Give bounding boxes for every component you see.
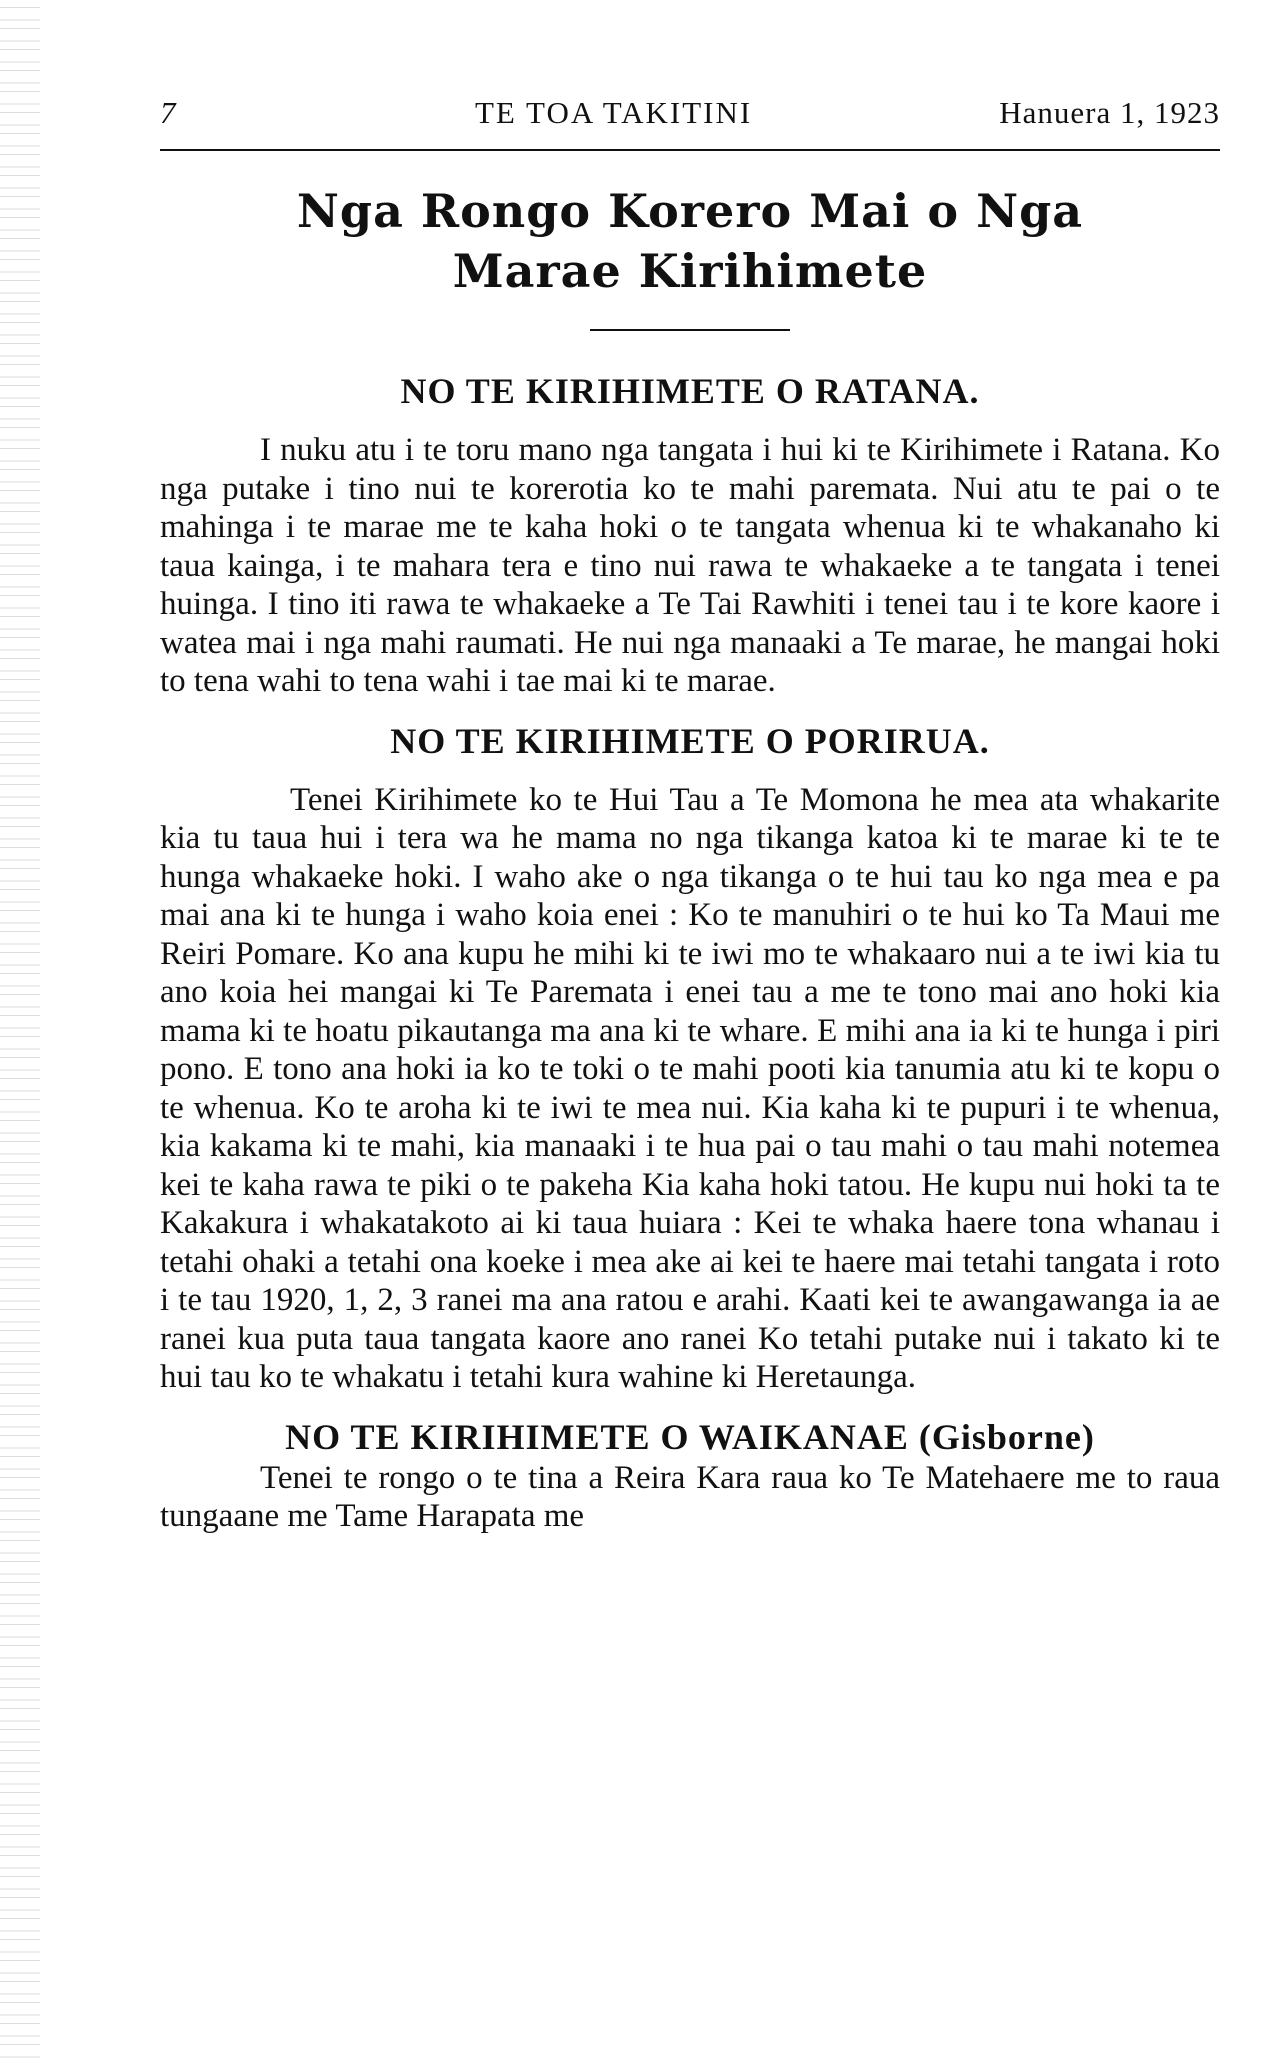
section-body-ratana: I nuku atu i te toru mano nga tangata i hui ki te Kirihimete i Ratana. Ko nga putake i tino nui te korerotia ko te mahi paremata. Nui atu te pai o te mahinga i te marae me te kaha hoki o te tangata whenua ki te whakanaho ki taua kainga, i te mahara tera e tino nui rawa te whakaeke a te tangata i tenei huinga. I tino iti rawa te whakaeke a Te Tai Rawhiti i tenei tau i te kore kaore i watea mai i nga mahi raumati. He nui nga manaaki a Te marae, he mangai hoki to tena wahi to tena wahi i tae mai ki te marae. bbox=[160, 432, 1220, 699]
article-title bbox=[160, 181, 1220, 301]
issue-date: Hanuera 1, 1923 bbox=[999, 95, 1220, 130]
section-body-waikanae: Tenei te rongo o te tina a Reira Kara raua ko Te Matehaere me to raua tungaane me Tame Harapata me bbox=[160, 1459, 1220, 1534]
article-title-line-2: Marae Kirihimete bbox=[452, 244, 928, 298]
header-rule bbox=[160, 149, 1220, 151]
section-heading-ratana: NO TE KIRIHIMETE O RATANA. bbox=[400, 371, 980, 411]
section-body-porirua: Tenei Kirihimete ko te Hui Tau a Te Momona he mea ata whakarite kia tu taua hui i tera wa he mama no nga tikanga katoa ki te marae ki te te hunga whakaeke hoki. I waho ake o nga tikanga o te hui tau ko nga mea e pa mai ana ki te hunga i waho koia enei : Ko te manuhiri o te hui ko Ta Maui me Reiri Pomare. Ko ana kupu he mihi ki te iwi mo te whakaaro nui a te iwi kia tu ano koia hei mangai ki Te Paremata i enei tau a me te tono mai ano hoki kia mama ki te hoatu pikautanga ma ana ki te whare. E mihi ana ia ki te hunga i piri pono. E tono ana hoki ia ko te toki o te mahi pooti kia tanumia atu ki te kopu o te whenua. Ko te aroha ki te iwi te mea nui. Kia kaha ki te pupuri i te whenua, kia kakama ki te mahi, kia manaaki i te hua pai o tau mahi o tau mahi notemea kei te kaha rawa te piki o te pakeha Kia kaha hoki tatou. He kupu nui hoki ta te Kakakura i whakatakoto ai ki taua huiara : Kei te whaka haere tona whanau i tetahi ohaki a tetahi ona koeke i mea ake ai kei te haere mai tetahi tangata i roto i te tau 1920, 1, 2, 3 ranei ma ana ratou e arahi. Kaati kei te awangawanga ia ae ranei kua puta taua tangata kaore ano ranei Ko tetahi putake nui i takato ki te hui tau ko te whakatu i tetahi kura wahine ki Heretaunga. bbox=[160, 781, 1220, 1395]
scan-edge bbox=[0, 0, 40, 2064]
journal-title: TE TOA TAKITINI bbox=[475, 95, 753, 130]
section-heading-porirua: NO TE KIRIHIMETE O PORIRUA. bbox=[390, 720, 990, 761]
newspaper-page bbox=[160, 95, 1220, 1536]
section-heading-waikanae: NO TE KIRIHIMETE O WAIKANAE (Gisborne) bbox=[285, 1416, 1095, 1457]
article-title-line-1: Nga Rongo Korero Mai o Nga bbox=[296, 184, 1084, 238]
running-header bbox=[160, 95, 1220, 141]
page-number: 7 bbox=[160, 95, 177, 130]
